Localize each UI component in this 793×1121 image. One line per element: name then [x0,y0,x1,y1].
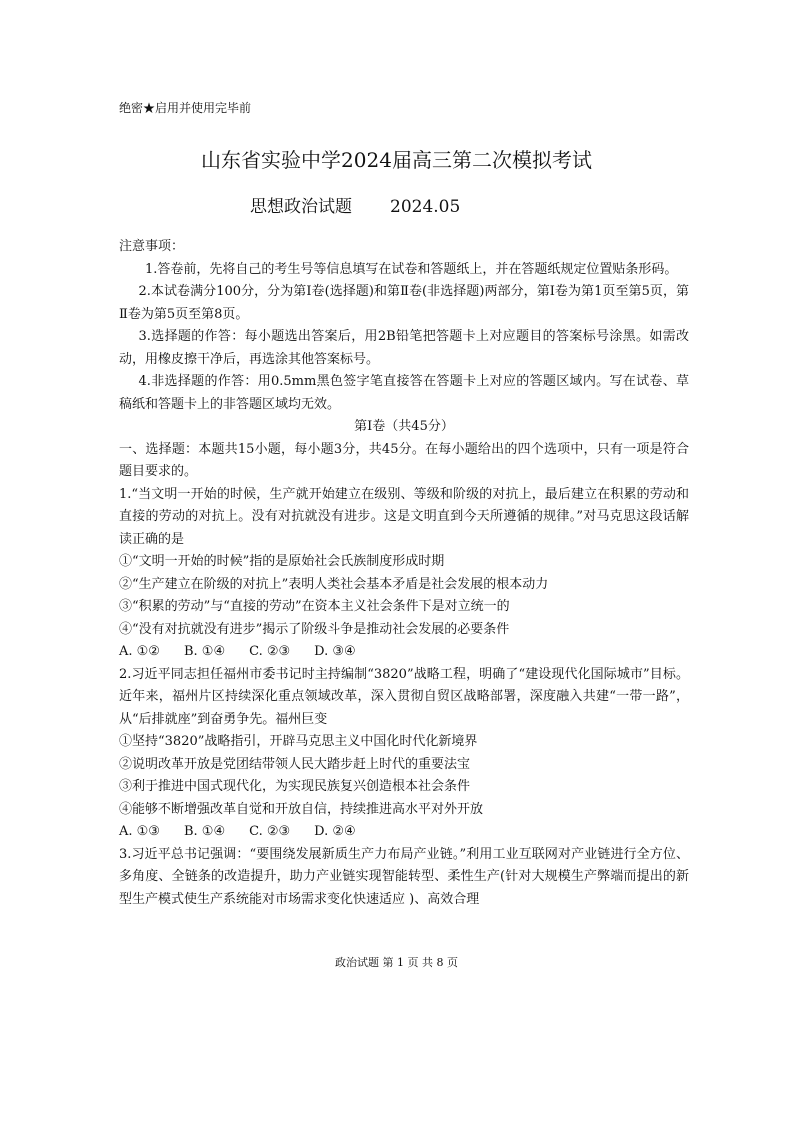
note-item-2: 2.本试卷满分100分，分为第Ⅰ卷(选择题)和第Ⅱ卷(非选择题)两部分，第Ⅰ卷为第1页至第5页，第Ⅱ卷为第5页至第8页。 [119,284,689,322]
section-instructions: 一、选择题：本题共15小题，每小题3分，共45分。在每小题给出的四个选项中，只有一项是符合题目要求的。 [119,441,689,479]
question-2-statement-2: ②说明改革开放是党团结带领人民大踏步赶上时代的重要法宝 [119,756,471,772]
option-c: C. ②③ [249,824,291,839]
question-2-stem: 2.习近平同志担任福州市委书记时主持编制“3820”战略工程，明确了“建设现代化国际城市”目标。近年来，福州片区持续深化重点领域改革，深入贯彻自贸区战略部署，深度融入共建“一带一路”，从“后排就座”到奋勇争先。福州巨变 [119,666,689,727]
page-footer: 政治试题 第 1 页 共 8 页 [335,956,458,969]
notes-heading: 注意事项： [119,239,185,254]
question-1-statement-4: ④“没有对抗就没有进步”揭示了阶级斗争是推动社会发展的必要条件 [119,621,510,637]
option-a: A. ①② [119,644,160,659]
section-title: 第Ⅰ卷（共45分） [354,419,454,434]
option-a: A. ①③ [119,824,160,839]
option-b: B. ①④ [183,644,226,659]
question-1-options [119,641,689,664]
question-1-statement-1: ①“文明一开始的时候”指的是原始社会氏族制度形成时期 [119,554,445,569]
option-c: C. ②③ [249,644,291,659]
exam-body [119,236,689,911]
note-item-3: 3.选择题的作答：每小题选出答案后，用2B铅笔把答题卡上对应题目的答案标号涂黑。如需改动，用橡皮擦干净后，再选涂其他答案标号。 [119,329,689,367]
question-1-stem: 1.“当文明一开始的时候，生产就开始建立在级别、等级和阶级的对抗上，最后建立在积累的劳动和直接的劳动的对抗上。没有对抗就没有进步。这是文明直到今天所遵循的规律。”对马克思这段话解读正确的是 [119,486,689,547]
question-2-statement-4: ④能够不断增强改革自觉和开放自信，持续推进高水平对外开放 [119,801,484,817]
option-d: D. ②④ [314,824,356,839]
subject-line [250,195,460,219]
question-1-statement-3: ③“积累的劳动”与“直接的劳动”在资本主义社会条件下是对立统一的 [119,599,510,614]
question-2-statement-1: ①坚持“3820”战略指引，开辟马克思主义中国化时代化新境界 [119,734,478,749]
question-2-statement-3: ③利于推进中国式现代化，为实现民族复兴创造根本社会条件 [119,779,471,794]
question-3-stem: 3.习近平总书记强调：“要围绕发展新质生产力布局产业链。”利用工业互联网对产业链进行全方位、多角度、全链条的改造提升，助力产业链实现智能转型、柔性生产(针对大规模生产弊端而提出的新型生产模式使生产系统能对市场需求变化快速适应 )、高效合理 [119,846,689,907]
exam-date: 2024.05 [390,197,461,217]
option-b: B. ①④ [183,824,226,839]
option-d: D. ③④ [314,644,356,659]
question-1-statement-2: ②“生产建立在阶级的对抗上”表明人类社会基本矛盾是社会发展的根本动力 [119,576,549,592]
exam-title: 山东省实验中学2024届高三第二次模拟考试 [201,148,592,172]
confidential-label: 绝密★启用并使用完毕前 [119,101,252,115]
subject-name: 思想政治试题 [250,197,352,217]
note-item-4: 4.非选择题的作答：用0.5mm黑色签字笔直接答在答题卡上对应的答题区域内。写在试卷、草稿纸和答题卡上的非答题区域均无效。 [119,374,689,412]
note-item-1: 1.答卷前，先将自己的考生号等信息填写在试卷和答题纸上，并在答题纸规定位置贴条形码。 [145,261,678,277]
question-2-options [119,821,689,844]
